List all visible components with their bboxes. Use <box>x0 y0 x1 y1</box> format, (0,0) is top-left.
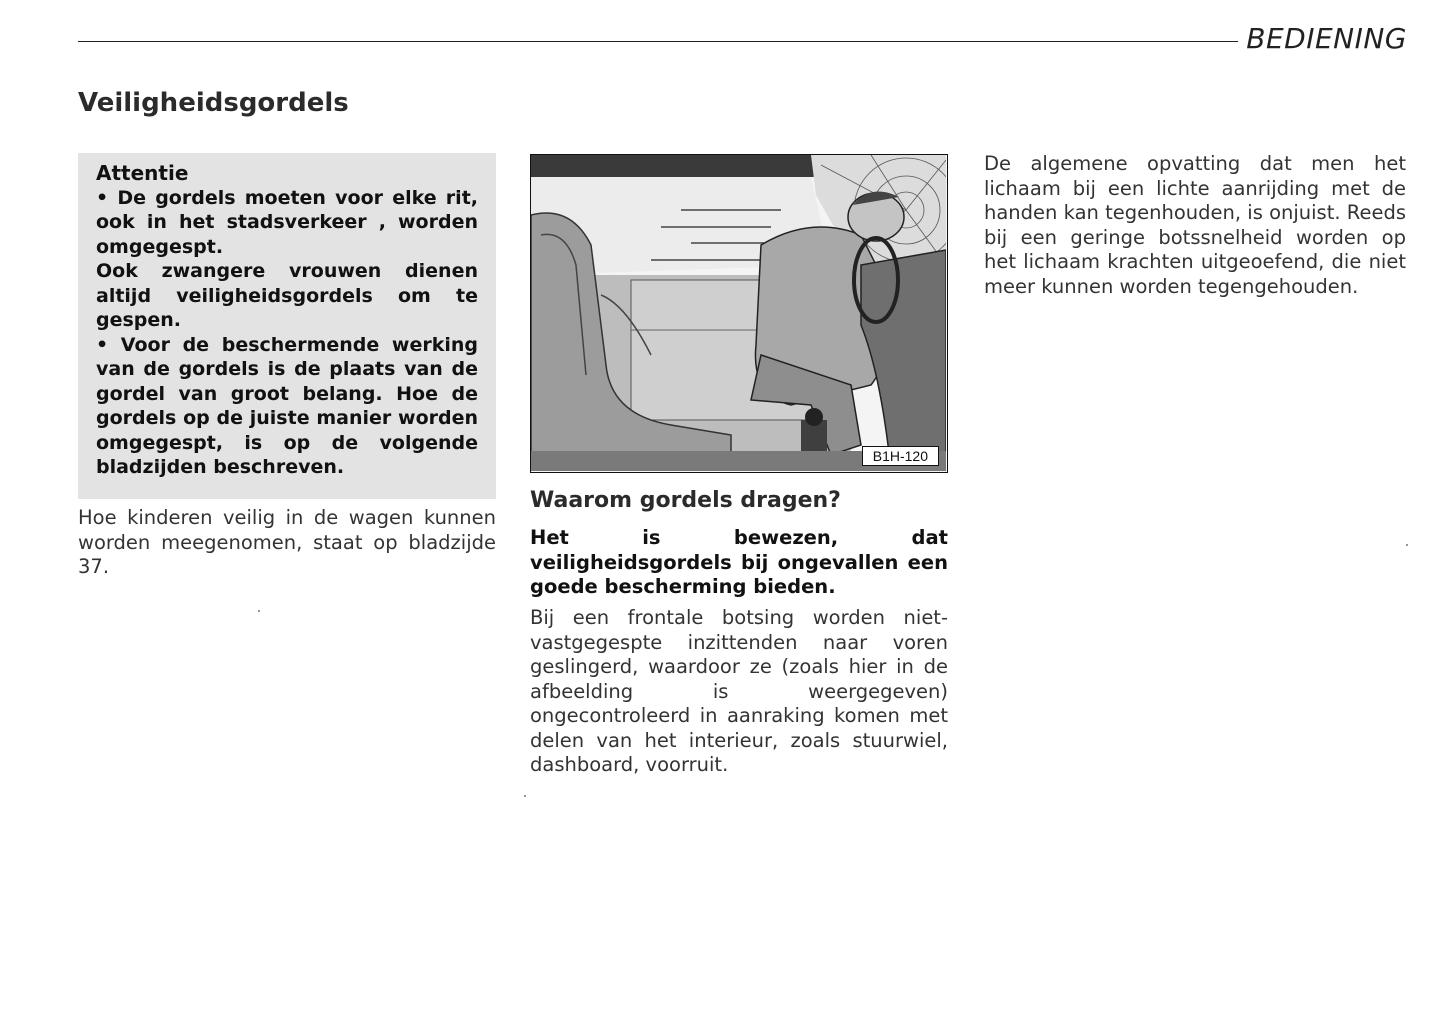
right-column-text: De algemene opvatting dat men het lichaam bij een lichte aanrijding met de handen kan tegenhouden, is onjuist. Reeds bij een geringe botssnelheid worden op het lichaam krachten uitgeoefend, die niet meer kunnen worden tegengehouden. <box>984 152 1406 298</box>
header-rule <box>78 41 1238 42</box>
warning-paragraph-2: Ook zwangere vrouwen dienen altijd veiligheidsgordels om te gespen. <box>96 260 478 331</box>
warning-box <box>78 153 496 499</box>
section-label: BEDIENING <box>1246 22 1407 55</box>
scan-speck <box>1406 544 1408 546</box>
crash-illustration-drawing <box>531 155 946 471</box>
section-lead: Het is bewezen, dat veiligheidsgordels bij ongevallen een goede bescherming bieden. <box>530 526 948 598</box>
warning-paragraph-1: • De gordels moeten voor elke rit, ook in het stadsverkeer , worden omgegespt. <box>96 186 478 258</box>
child-safety-note: Hoe kinderen veilig in de wagen kunnen worden meegenomen, staat op bladzijde 37. <box>78 506 496 578</box>
section-title: Waarom gordels dragen? <box>530 488 841 513</box>
figure-code: B1H-120 <box>862 446 939 466</box>
scan-speck <box>524 795 526 797</box>
crash-illustration <box>530 154 948 473</box>
scan-speck <box>258 610 260 612</box>
warning-title: Attentie <box>96 161 189 185</box>
section-body: Bij een frontale botsing worden niet-vastgegespte inzittenden naar voren geslingerd, waardoor ze (zoals hier in de afbeelding is weergegeven) ongecontroleerd in aanraking komen met delen van het interieur, zoals stuurwiel, dashboard, voorruit. <box>530 606 948 776</box>
page-title: Veiligheidsgordels <box>78 88 349 118</box>
warning-paragraph-3: • Voor de beschermende werking van de gordels is de plaats van de gordel van groot belang. Hoe de gordels op de juiste manier worden omgegespt, is op de volgende bladzijden beschreven. <box>96 333 478 478</box>
